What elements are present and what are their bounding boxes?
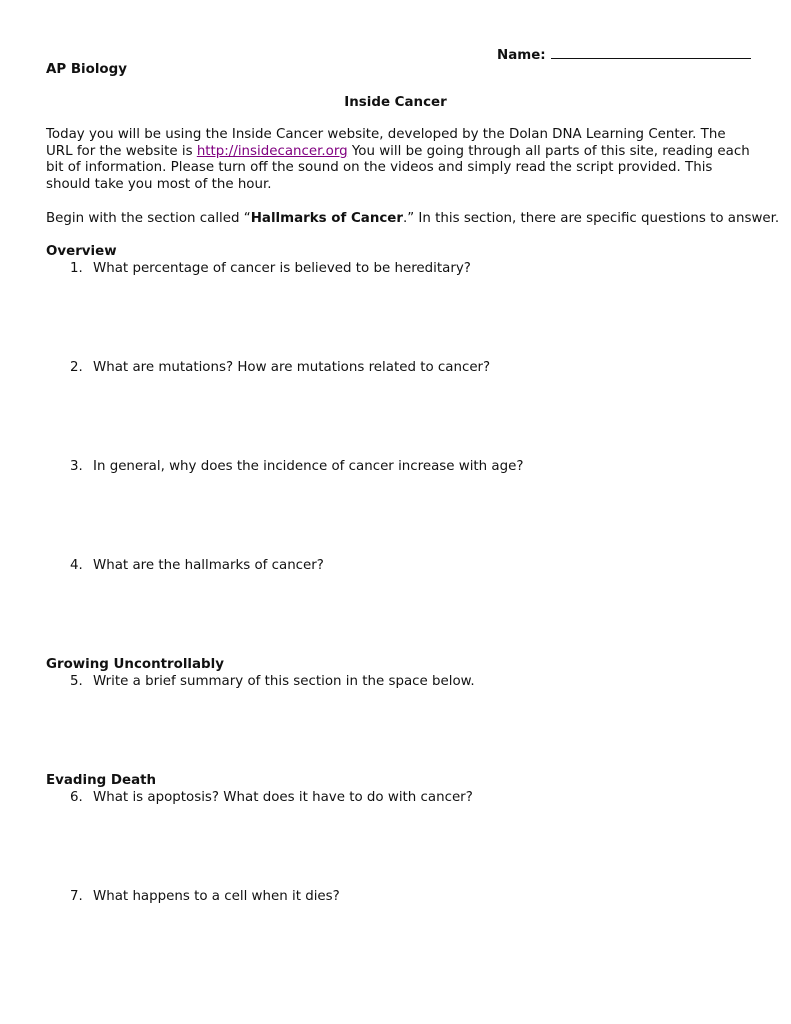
instructions-bold-section: Hallmarks of Cancer — [250, 211, 403, 226]
name-label: Name: — [497, 48, 546, 63]
question-item — [70, 674, 475, 689]
intro-paragraph — [46, 127, 751, 193]
instructions-paragraph — [46, 211, 779, 226]
question-text: What percentage of cancer is believed to be hereditary? — [93, 261, 471, 276]
course-title: AP Biology — [46, 62, 127, 77]
question-number: 5. — [70, 674, 83, 689]
section-heading-evading: Evading Death — [46, 773, 157, 788]
intro-text-1: Today you will be using the Inside Cancer website, developed by the Dolan DNA Learning Center. The URL for the website is — [46, 127, 726, 159]
name-field — [497, 46, 751, 63]
question-item — [70, 459, 523, 474]
question-item — [70, 889, 340, 904]
page-title: Inside Cancer — [344, 95, 447, 110]
question-text: What are the hallmarks of cancer? — [93, 558, 324, 573]
question-item — [70, 558, 324, 573]
instructions-text-1: Begin with the section called “ — [46, 211, 251, 226]
question-number: 6. — [70, 790, 83, 805]
name-blank-line[interactable] — [551, 46, 751, 59]
question-number: 3. — [70, 459, 83, 474]
website-link[interactable]: http://insidecancer.org — [196, 143, 348, 159]
intro-text-2: You will be going through all parts of this site, reading each bit of information. Please turn off the sound on the videos and simply read the script provided. This should take you most of the hour. — [46, 143, 750, 192]
section-heading-growing: Growing Uncontrollably — [46, 657, 224, 672]
question-number: 7. — [70, 889, 83, 904]
question-text: What are mutations? How are mutations related to cancer? — [93, 360, 491, 375]
question-item — [70, 360, 490, 375]
question-item — [70, 261, 471, 276]
question-text: Write a brief summary of this section in the space below. — [93, 674, 475, 689]
question-text: What is apoptosis? What does it have to do with cancer? — [93, 790, 473, 805]
question-number: 1. — [70, 261, 83, 276]
question-number: 2. — [70, 360, 83, 375]
question-text: What happens to a cell when it dies? — [93, 889, 340, 904]
instructions-text-2: .” In this section, there are specific questions to answer. — [402, 211, 780, 226]
question-item — [70, 790, 473, 805]
question-number: 4. — [70, 558, 83, 573]
question-text: In general, why does the incidence of cancer increase with age? — [93, 459, 524, 474]
section-heading-overview: Overview — [46, 244, 117, 259]
